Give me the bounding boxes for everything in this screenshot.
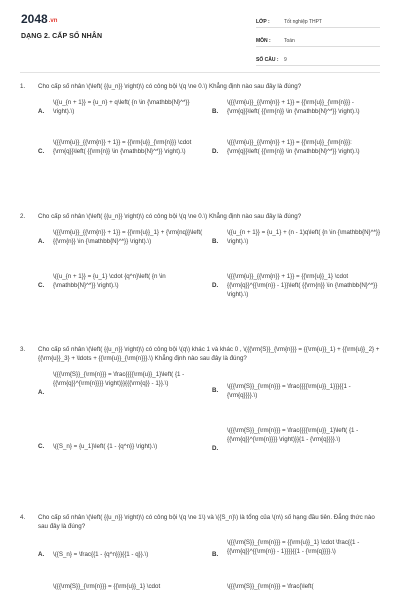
meta-key-count: SỐ CÂU : xyxy=(256,57,279,63)
option-text: \({{\rm{u}}_{{\rm{n}} + 1}} = {{\rm{u}}_1} \cdot {{\rm{q}}^{{\rm{n}} - 1}}\left( {{\rm{n}} \in {\mathbb{N}^*}} \right).\) xyxy=(227,273,378,298)
logo-suffix: .vn xyxy=(48,18,58,24)
question-3 xyxy=(20,345,382,510)
question-stem: Cho cấp số nhân \(\left( {{u_n}} \right)\) có công bội \(q\) khác 1 và khác 0 , \({{\rm{S}}_{\rm{n}}} = {{\rm{u}}_1} + {{\rm{u}}_2} + {{\rm{u}}_3} + \ldots + {{\rm{u}}_{\rm{n}}}.\) Khẳng định nào sau đây là đúng? xyxy=(38,346,380,362)
option-text: \({{\rm{u}}_{{\rm{n}} + 1}} = {{\rm{u}}_1} + {\rm{nq}}\left( {{\rm{n}} \in {\mathbb{N}^*}} \right).\) xyxy=(53,229,203,245)
question-1 xyxy=(20,82,382,176)
question-stem: Cho cấp số nhân \(\left( {{u_n}} \right)\) có công bội \(q \ne 1\) và \({S_n}\) là tổng của \(n\) số hạng đầu tiên. Đẳng thức nào sau đây là đúng? xyxy=(38,514,375,530)
options xyxy=(38,538,382,600)
option-a[interactable] xyxy=(38,370,208,396)
question-stem: Cho cấp số nhân \(\left( {{u_n}} \right)\) có công bội \(q \ne 0.\) Khẳng định nào sau đây là đúng? xyxy=(38,83,302,90)
option-text: \({{\rm{S}}_{\rm{n}}} = {{\rm{u}}_1} \cdot \frac{{1 - {{\rm{q}}^{{\rm{n}} - 1}}}}{{1 - {\rm{q}}}}.\) xyxy=(227,539,360,555)
section-title: DẠNG 2. CẤP SỐ NHÂN xyxy=(21,33,103,40)
option-label: A. xyxy=(38,108,45,115)
option-text: \({{\rm{u}}_{{\rm{n}} + 1}} = {{\rm{u}}_{\rm{n}}} \cdot {\rm{q}}\left( {{\rm{n}} \in {\mathbb{N}^*}} \right).\) xyxy=(53,139,192,155)
option-text: \({S_n} = {u_1}\left( {1 - {q^n}} \right).\) xyxy=(53,443,158,450)
option-c[interactable] xyxy=(38,442,208,451)
site-logo[interactable] xyxy=(21,12,57,26)
option-text: \({u_{n + 1}} = {u_n} + q\left( {n \in {\mathbb{N}^*}} \right).\) xyxy=(53,99,190,115)
option-b[interactable] xyxy=(212,382,382,400)
logo-main: 2048 xyxy=(21,12,48,26)
meta-info xyxy=(256,15,380,72)
option-label: D. xyxy=(212,148,219,155)
option-a[interactable] xyxy=(38,550,208,559)
option-d[interactable] xyxy=(212,426,382,452)
option-d[interactable] xyxy=(212,582,382,591)
option-b[interactable] xyxy=(212,228,382,246)
meta-value-subject: Toán xyxy=(284,38,295,44)
option-label: D. xyxy=(212,282,219,289)
option-d[interactable] xyxy=(212,272,382,299)
option-text: \({S_n} = \frac{{1 - {q^n}}}{{1 - q}}.\) xyxy=(53,551,149,558)
option-a[interactable] xyxy=(38,98,208,116)
option-text: \({{\rm{S}}_{\rm{n}}} = {{\rm{u}}_1} \cdot xyxy=(53,583,161,590)
option-c[interactable] xyxy=(38,272,208,290)
option-b[interactable] xyxy=(212,538,382,556)
option-label: B. xyxy=(212,387,219,394)
option-label: C. xyxy=(38,148,45,155)
options xyxy=(38,228,382,318)
option-text: \({{\rm{S}}_{\rm{n}}} = \frac{\left( xyxy=(227,583,314,590)
option-text: \({{\rm{u}}_{{\rm{n}} + 1}} = {{\rm{u}}_{\rm{n}}}:{\rm{q}}\left( {{\rm{n}} \in {\mathbb{N}^*}} \right).\) xyxy=(227,139,360,155)
option-a[interactable] xyxy=(38,228,208,246)
meta-key-subject: MÔN : xyxy=(256,38,271,44)
header-divider xyxy=(20,72,380,73)
question-number: 3. xyxy=(20,346,26,353)
option-text: \({u_{n + 1}} = {u_1} + (n - 1)q\left( {n \in {\mathbb{N}^*}} \right).\) xyxy=(227,229,381,245)
meta-row-count xyxy=(256,53,380,66)
meta-key-class: LỚP : xyxy=(256,19,270,25)
question-stem: Cho cấp số nhân \(\left( {{u_n}} \right)\) có công bội \(q \ne 0.\) Khẳng định nào sau đây là đúng? xyxy=(38,213,302,220)
option-label: B. xyxy=(212,238,219,245)
option-c[interactable] xyxy=(38,582,208,591)
question-number: 1. xyxy=(20,83,26,90)
option-c[interactable] xyxy=(38,138,208,156)
option-text: \({{\rm{S}}_{\rm{n}}} = \frac{{{{\rm{u}}_1}\left( {1 - {{\rm{q}}^{\rm{n}}}} \right)}}{{{\rm{q}} - 1}}.\) xyxy=(53,371,185,387)
meta-value-count: 9 xyxy=(284,57,287,63)
option-label: A. xyxy=(38,551,45,558)
option-label: D. xyxy=(212,445,219,452)
question-2 xyxy=(20,212,382,318)
option-text: \({{\rm{S}}_{\rm{n}}} = \frac{{{{\rm{u}}_1}\left( {1 - {{\rm{q}}^{\rm{n}}}} \right)}}{1 - {\rm{q}}}}.\) xyxy=(227,427,359,443)
meta-row-subject xyxy=(256,34,380,47)
options xyxy=(38,98,382,176)
option-label: B. xyxy=(212,551,219,558)
worksheet-header xyxy=(0,0,400,74)
question-number: 2. xyxy=(20,213,26,220)
option-text: \({{\rm{S}}_{\rm{n}}} = \frac{{{{\rm{u}}_1}}}{{1 - {\rm{q}}}}.\) xyxy=(227,383,351,399)
option-text: \({{\rm{u}}_{{\rm{n}} + 1}} = {{\rm{u}}_{\rm{n}}} - {\rm{q}}\left( {{\rm{n}} \in {\mathbb{N}^*}} \right).\) xyxy=(227,99,360,115)
option-label: A. xyxy=(38,389,45,396)
option-b[interactable] xyxy=(212,98,382,116)
meta-row-class xyxy=(256,15,380,28)
question-4 xyxy=(20,513,382,600)
question-number: 4. xyxy=(20,514,26,521)
option-d[interactable] xyxy=(212,138,382,156)
option-label: A. xyxy=(38,238,45,245)
option-label: C. xyxy=(38,282,45,289)
meta-value-class: Tốt nghiệp THPT xyxy=(284,19,322,25)
options xyxy=(38,370,382,510)
option-text: \({u_{n + 1}} = {u_1} \cdot {q^n}\left( {n \in {\mathbb{N}^*}} \right).\) xyxy=(53,273,166,289)
option-label: B. xyxy=(212,108,219,115)
option-label: C. xyxy=(38,443,45,450)
